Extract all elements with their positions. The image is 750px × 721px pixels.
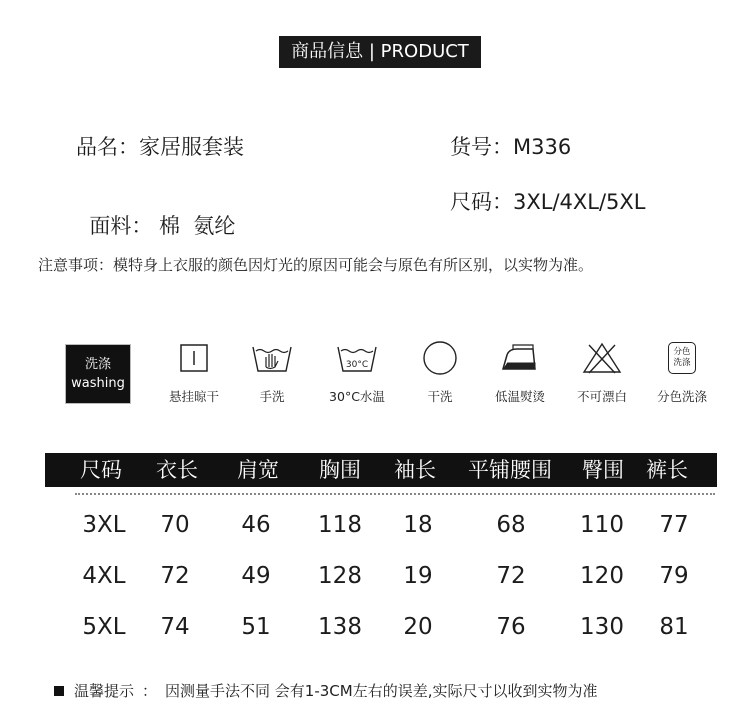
care-hand-wash: [229, 335, 315, 405]
item-number-label: 货号：: [450, 135, 513, 159]
tip-text: 因测量手法不同 会有1-3CM左右的误差,实际尺寸以收到实物为准: [165, 682, 598, 700]
table-cell: 18: [403, 512, 433, 538]
column-header: 尺码: [80, 458, 122, 482]
fabric-value: 棉 氨纶: [159, 214, 236, 238]
tip-separator: ：: [142, 682, 158, 700]
bullet-square-icon: [54, 686, 64, 696]
care-low-iron: [477, 335, 563, 405]
table-cell: 49: [241, 563, 271, 589]
warm-tip: [54, 680, 598, 701]
dotted-divider: [75, 493, 715, 495]
care-label: 低温熨烫: [494, 389, 545, 404]
table-cell: 46: [241, 512, 271, 538]
no-bleach-icon: [581, 341, 623, 375]
notice-text: 注意事项：模特身上衣服的颜色因灯光的原因可能会与原色有所区别，以实物为准。: [38, 256, 594, 274]
washing-badge-cn: 洗涤: [84, 357, 111, 372]
product-name-row: [76, 131, 244, 161]
table-cell: 130: [580, 614, 624, 640]
care-no-bleach: [559, 335, 645, 405]
table-cell: 72: [160, 563, 190, 589]
table-cell: 20: [403, 614, 433, 640]
care-label: 分色洗涤: [656, 389, 707, 404]
table-cell: 5XL: [82, 614, 126, 640]
table-cell: 110: [580, 512, 624, 538]
separate-wash-icon: [668, 342, 696, 374]
care-wash-30: [314, 335, 400, 405]
care-label: 手洗: [259, 389, 285, 404]
item-number-row: [450, 131, 571, 161]
table-cell: 74: [160, 614, 190, 640]
wash-temp-text: 30°C: [345, 360, 369, 370]
care-label: 30°C水温: [329, 389, 385, 404]
size-row: [450, 186, 646, 216]
hand-wash-icon: [250, 341, 294, 375]
column-header: 胸围: [319, 458, 361, 482]
table-cell: 120: [580, 563, 624, 589]
hang-dry-icon: [179, 343, 209, 373]
fabric-label: 面料：: [89, 214, 153, 238]
care-label: 干洗: [427, 389, 453, 404]
column-header: 裤长: [646, 458, 688, 482]
column-header: 肩宽: [237, 458, 279, 482]
table-cell: 118: [318, 512, 362, 538]
table-cell: 76: [496, 614, 526, 640]
washing-badge-en: washing: [71, 376, 125, 391]
column-header: 臀围: [582, 458, 624, 482]
low-iron-icon: [499, 341, 541, 375]
size-value: 3XL/4XL/5XL: [513, 190, 646, 214]
section-title: 商品信息 | PRODUCT: [279, 36, 481, 68]
product-name-label: 品名：: [76, 135, 139, 159]
table-cell: 72: [496, 563, 526, 589]
column-header: 衣长: [156, 458, 198, 482]
washing-badge: [66, 345, 130, 403]
wash-30-icon: [335, 341, 379, 375]
item-number-value: M336: [513, 135, 572, 159]
table-cell: 128: [318, 563, 362, 589]
care-hang-dry: [151, 335, 237, 405]
table-cell: 77: [659, 512, 689, 538]
column-header: 袖长: [394, 458, 436, 482]
table-cell: 4XL: [82, 563, 126, 589]
separate-wash-text: 分色: [673, 347, 691, 357]
table-cell: 70: [160, 512, 190, 538]
care-separate-wash: [639, 335, 725, 405]
care-label: 悬挂晾干: [168, 389, 219, 404]
separate-wash-text: 洗涤: [673, 358, 691, 368]
table-cell: 81: [659, 614, 689, 640]
table-cell: 51: [241, 614, 271, 640]
table-cell: 19: [403, 563, 433, 589]
table-cell: 79: [659, 563, 689, 589]
fabric-row: [76, 186, 235, 240]
table-cell: 138: [318, 614, 362, 640]
product-name-value: 家居服套装: [139, 135, 244, 159]
table-cell: 3XL: [82, 512, 126, 538]
table-cell: 68: [496, 512, 526, 538]
care-label: 不可漂白: [576, 389, 627, 404]
size-label: 尺码：: [450, 190, 513, 214]
column-header: 平铺腰围: [468, 458, 552, 482]
care-dry-clean: [397, 335, 483, 405]
dry-clean-icon: [422, 340, 458, 376]
size-table-header: [45, 453, 717, 487]
tip-label: 温馨提示: [74, 682, 135, 700]
